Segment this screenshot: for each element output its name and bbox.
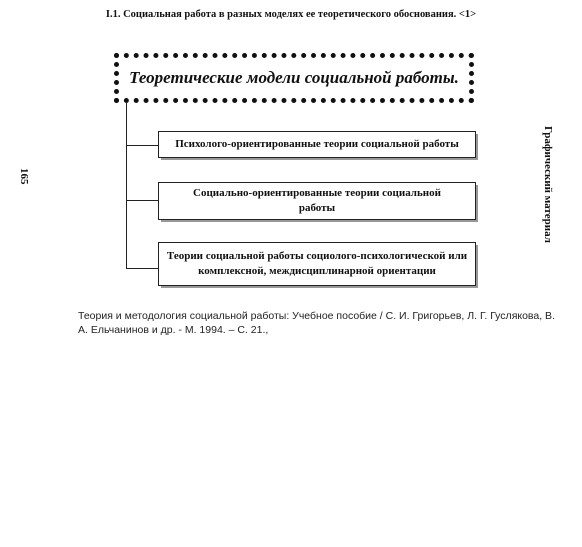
root-model-title: Теоретические модели социальной работы. — [129, 68, 459, 87]
page-number: 165 — [18, 168, 30, 185]
page-heading: I.1. Социальная работа в разных моделях ее теоретического обоснования. <1> — [105, 9, 477, 20]
source-citation: Теория и методология социальной работы: Учебное пособие / С. И. Григорьев, Л. Г. Гуслякова, В. А. Ельчанинов и др. - М. 1994. – С. 21., — [78, 310, 555, 336]
box-shadow — [476, 185, 478, 222]
child-label-interdisciplinary: Теории социальной работы социолого-психологической или комплексной, междисциплинарной ориентации — [166, 250, 468, 277]
child-box-psychological — [158, 131, 476, 158]
tree-connector-vertical — [126, 103, 127, 269]
box-shadow — [161, 220, 478, 222]
child-label-social: Социально-ориентированные теории социальной работы — [193, 187, 441, 214]
tree-connector-branch-2 — [126, 200, 158, 201]
root-model-box — [114, 53, 474, 103]
child-box-interdisciplinary — [158, 242, 476, 286]
box-shadow — [161, 286, 478, 288]
side-section-label: Графический материал — [542, 126, 554, 243]
child-label-psychological: Психолого-ориентированные теории социальной работы — [175, 138, 459, 151]
box-shadow — [161, 158, 478, 160]
tree-connector-branch-3 — [126, 268, 158, 269]
box-shadow — [476, 245, 478, 288]
child-box-social — [158, 182, 476, 220]
box-shadow — [476, 134, 478, 160]
tree-connector-branch-1 — [126, 145, 158, 146]
